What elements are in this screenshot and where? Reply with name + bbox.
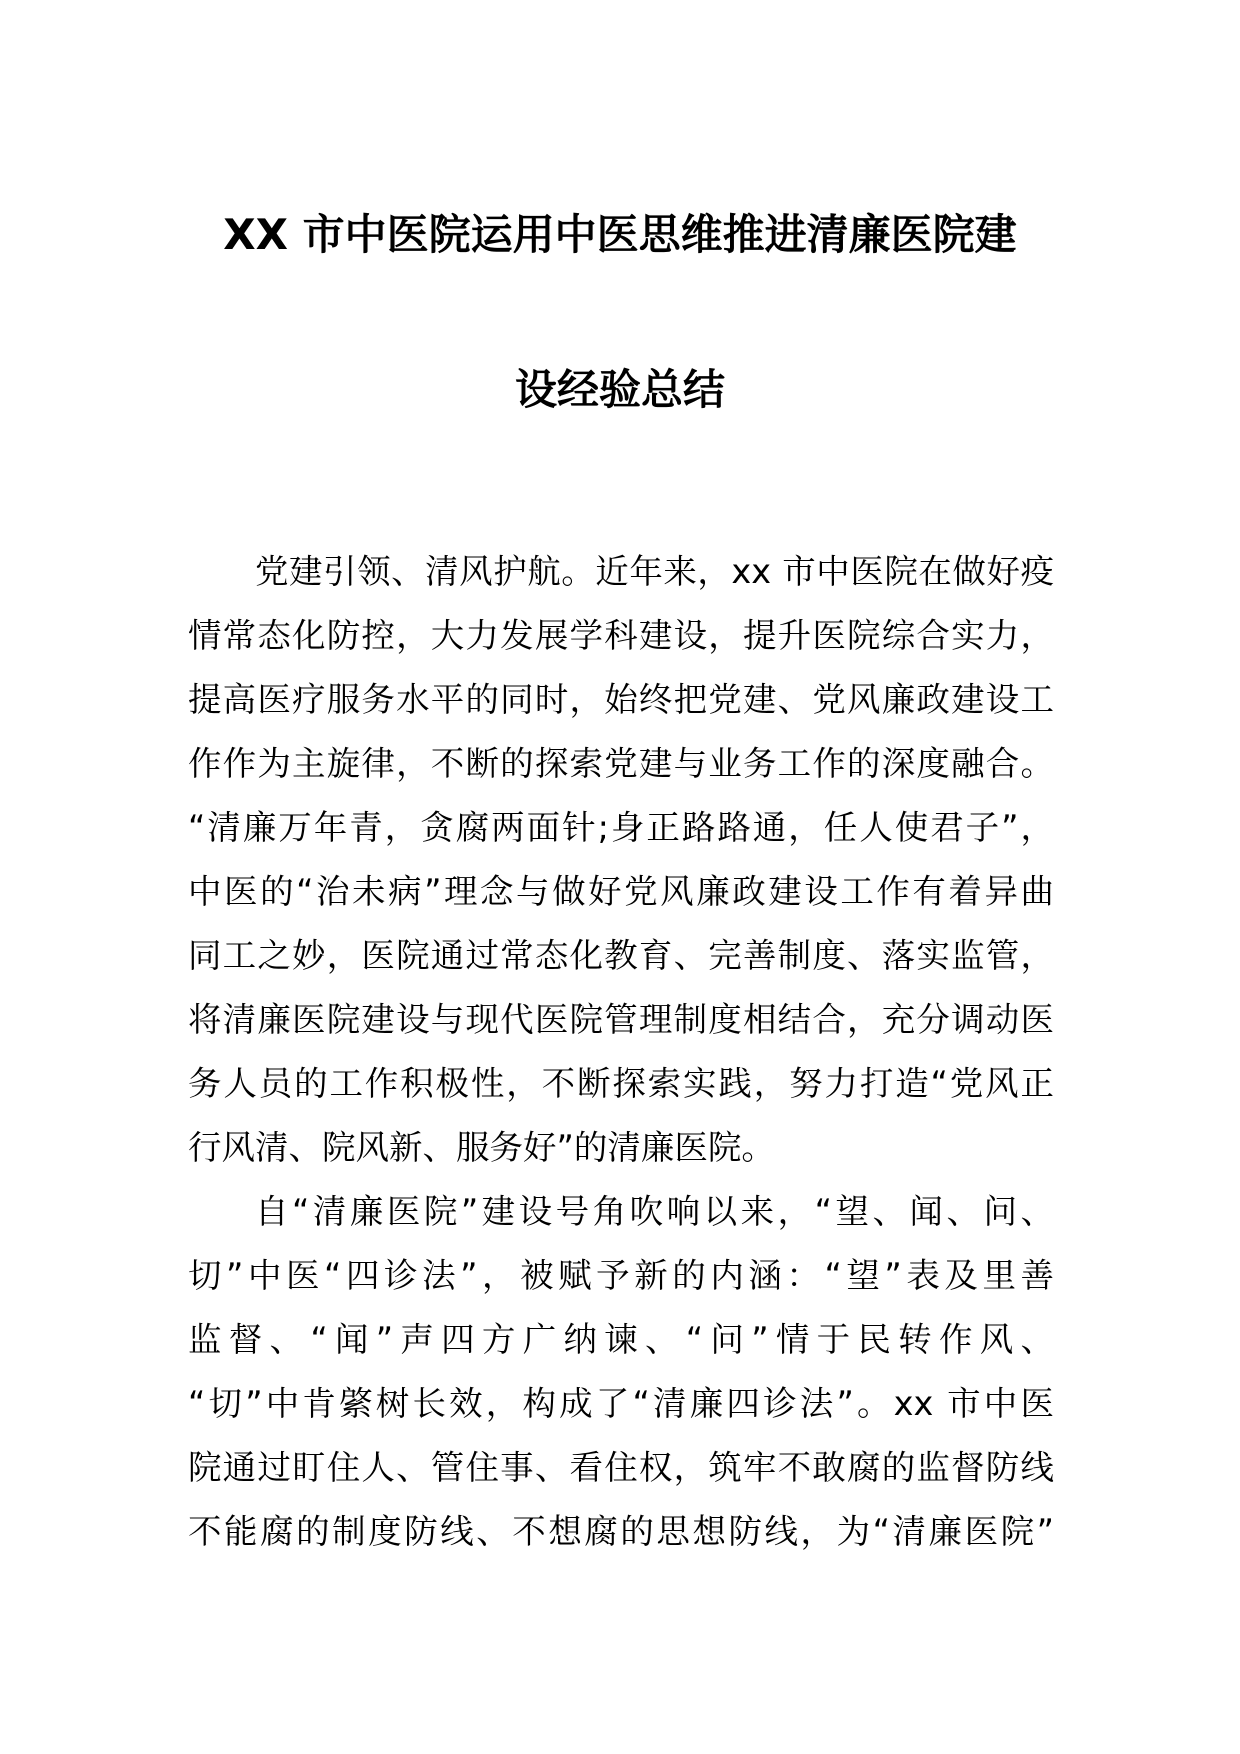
text-line: 自“清廉医院”建设号角吹响以来，“望、闻、问、 <box>255 1192 1054 1231</box>
text-line: 不能腐的制度防线、不想腐的思想防线，为“清廉医院” <box>188 1512 1054 1551</box>
text-line: 行风清、院风新、服务好”的清廉医院。 <box>188 1128 775 1167</box>
text-line: 切”中医“四诊法”，被赋予新的内涵：“望”表及里善 <box>188 1256 1054 1295</box>
document-title-line-2: 设经验总结 <box>514 365 725 414</box>
text-line: “清廉万年青，贪腐两面针;身正路路通，任人使君子”， <box>188 808 1054 847</box>
document-title-line-1: XX 市中医院运用中医思维推进清廉医院建 <box>223 210 1017 259</box>
text-line: 监督、“闻”声四方广纳谏、“问”情于民转作风、 <box>188 1320 1054 1359</box>
text-line: 将清廉医院建设与现代医院管理制度相结合，充分调动医 <box>188 1000 1054 1039</box>
text-line: 作作为主旋律，不断的探索党建与业务工作的深度融合。 <box>188 744 1054 783</box>
text-line: 党建引领、清风护航。近年来，xx 市中医院在做好疫 <box>255 552 1054 591</box>
document-body <box>188 540 1054 1564</box>
text-line: “切”中肯綮树长效，构成了“清廉四诊法”。xx 市中医 <box>188 1384 1054 1423</box>
text-line: 同工之妙，医院通过常态化教育、完善制度、落实监管， <box>188 936 1054 975</box>
text-line: 情常态化防控，大力发展学科建设，提升医院综合实力， <box>188 616 1054 655</box>
text-line: 院通过盯住人、管住事、看住权，筑牢不敢腐的监督防线 <box>188 1448 1054 1487</box>
paragraph-1 <box>188 540 1054 1180</box>
paragraph-2 <box>188 1180 1054 1564</box>
text-line: 中医的“治未病”理念与做好党风廉政建设工作有着异曲 <box>188 872 1054 911</box>
text-line: 务人员的工作积极性，不断探索实践，努力打造“党风正 <box>188 1064 1054 1103</box>
text-line: 提高医疗服务水平的同时，始终把党建、党风廉政建设工 <box>188 680 1054 719</box>
